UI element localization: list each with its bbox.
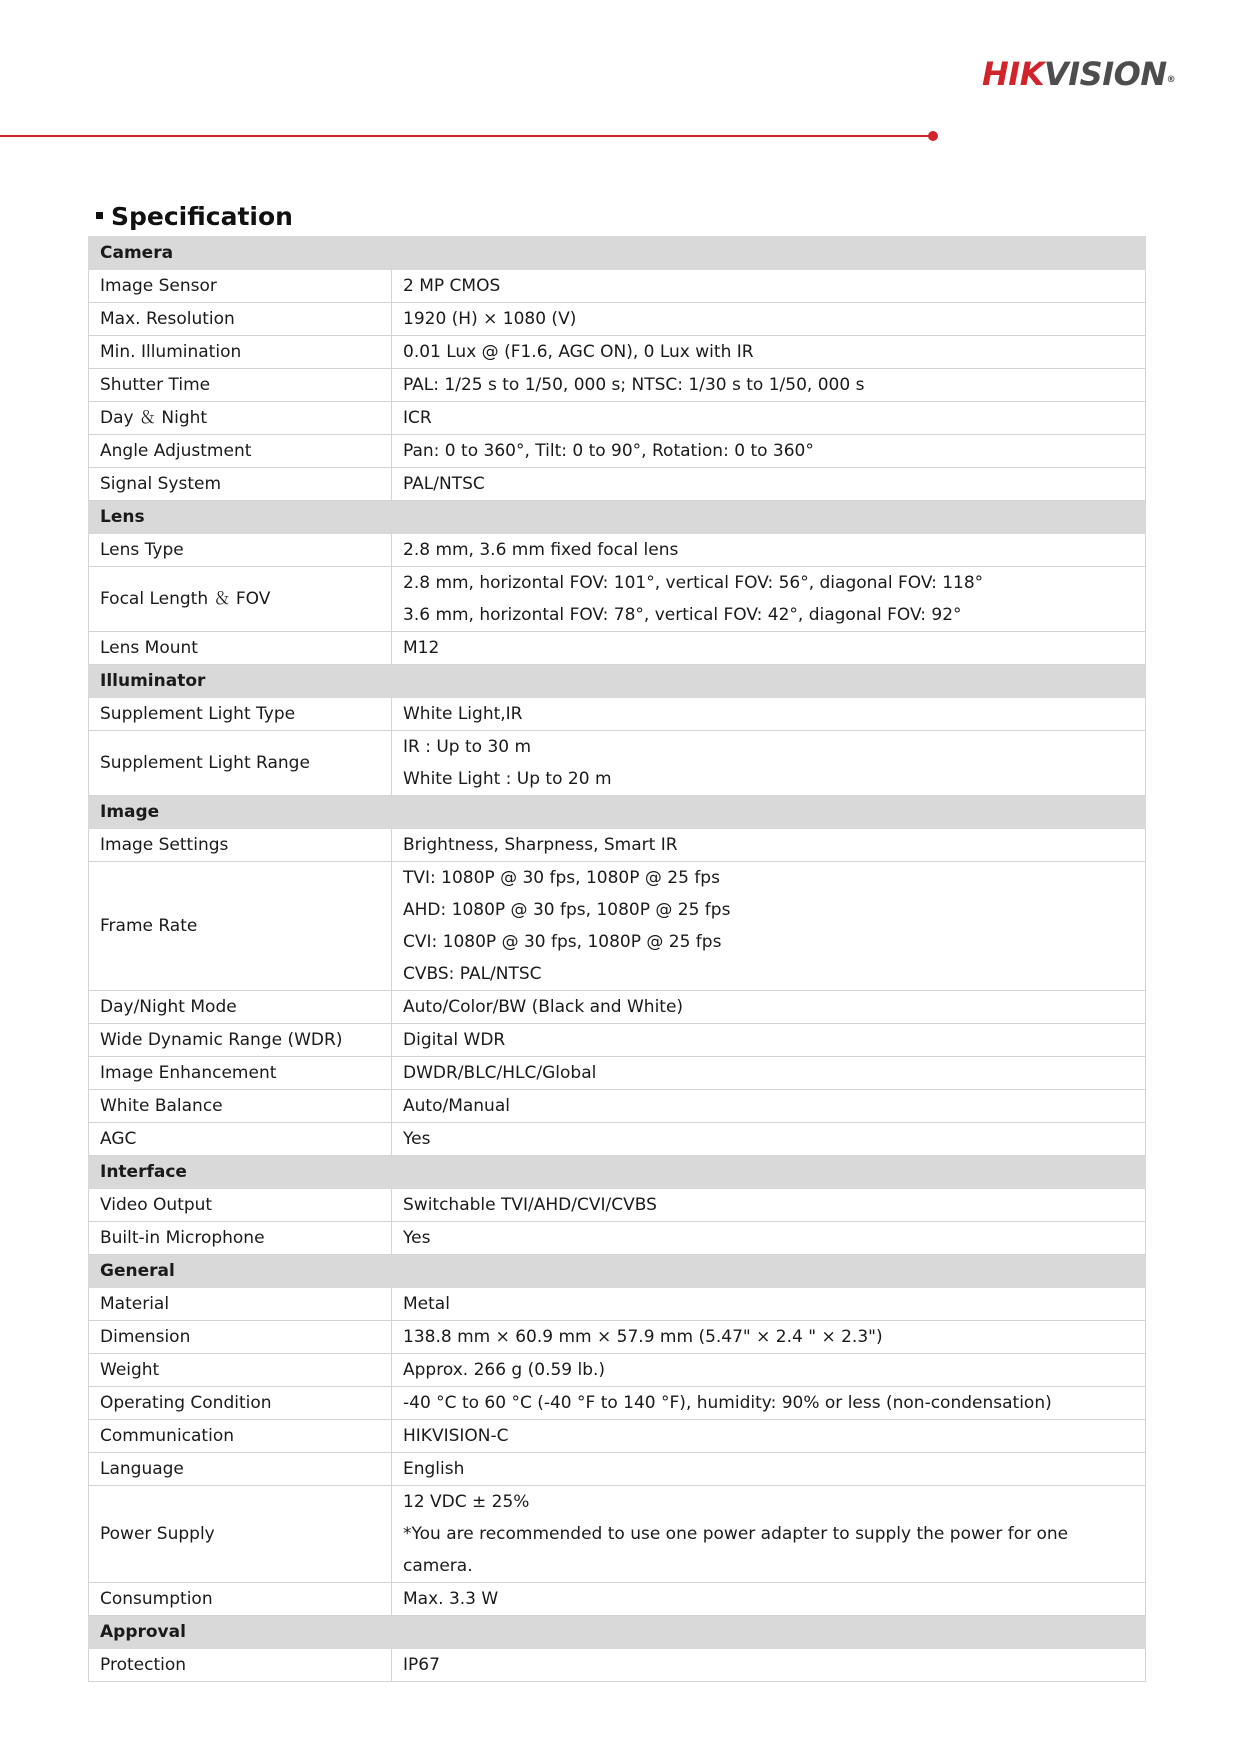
spec-row <box>89 435 1146 468</box>
spec-value-cell <box>392 1057 1146 1090</box>
spec-label: Dimension <box>89 1321 392 1354</box>
spec-value-cell <box>392 468 1146 501</box>
spec-value-cell <box>392 829 1146 862</box>
spec-value: 1920 (H) × 1080 (V) <box>403 309 577 329</box>
spec-label: Supplement Light Range <box>89 731 392 796</box>
spec-label: White Balance <box>89 1090 392 1123</box>
spec-value: Switchable TVI/AHD/CVI/CVBS <box>403 1195 657 1215</box>
title-bullet <box>96 212 103 219</box>
spec-row <box>89 1321 1146 1354</box>
spec-label: Image Settings <box>89 829 392 862</box>
page-title-text: Specification <box>111 202 293 231</box>
hikvision-logo <box>982 54 1175 94</box>
spec-label: Power Supply <box>89 1486 392 1583</box>
spec-value: HIKVISION-C <box>403 1426 509 1446</box>
spec-value: 0.01 Lux @ (F1.6, AGC ON), 0 Lux with IR <box>403 342 754 362</box>
spec-label: Image Enhancement <box>89 1057 392 1090</box>
spec-label: Day ＆ Night <box>89 402 392 435</box>
spec-value-cell <box>392 402 1146 435</box>
spec-row <box>89 1387 1146 1420</box>
spec-value: -40 °C to 60 °C (-40 °F to 140 °F), humidity: 90% or less (non-condensation) <box>403 1393 1052 1413</box>
section-title: Camera <box>89 237 1146 270</box>
spec-value: ICR <box>403 408 432 428</box>
spec-value-cell <box>392 698 1146 731</box>
spec-value-cell <box>392 862 1146 991</box>
spec-row <box>89 1486 1146 1583</box>
spec-row <box>89 567 1146 632</box>
section-header <box>89 237 1146 270</box>
section-header <box>89 796 1146 829</box>
section-title: Approval <box>89 1616 1146 1649</box>
spec-label: Supplement Light Type <box>89 698 392 731</box>
spec-value: English <box>403 1459 465 1479</box>
spec-value-cell <box>392 1123 1146 1156</box>
spec-row <box>89 829 1146 862</box>
spec-value: White Light,IR <box>403 704 523 724</box>
spec-value: Digital WDR <box>403 1030 506 1050</box>
spec-row <box>89 1024 1146 1057</box>
registered-mark: ® <box>1166 75 1176 85</box>
spec-value: TVI: 1080P @ 30 fps, 1080P @ 25 fps <box>403 868 720 888</box>
spec-row <box>89 1420 1146 1453</box>
spec-label: Language <box>89 1453 392 1486</box>
spec-label: Shutter Time <box>89 369 392 402</box>
spec-row <box>89 698 1146 731</box>
section-title: Interface <box>89 1156 1146 1189</box>
spec-label: Protection <box>89 1649 392 1682</box>
spec-value: PAL: 1/25 s to 1/50, 000 s; NTSC: 1/30 s to 1/50, 000 s <box>403 375 865 395</box>
spec-value: 2.8 mm, 3.6 mm fixed focal lens <box>403 540 679 560</box>
spec-value-cell <box>392 369 1146 402</box>
spec-row <box>89 1288 1146 1321</box>
spec-row <box>89 1090 1146 1123</box>
spec-value-cell <box>392 1649 1146 1682</box>
spec-value-cell <box>392 1354 1146 1387</box>
spec-value-cell <box>392 534 1146 567</box>
spec-row <box>89 1057 1146 1090</box>
spec-value: Auto/Manual <box>403 1096 510 1116</box>
spec-value-cell <box>392 1387 1146 1420</box>
spec-value-cell <box>392 1420 1146 1453</box>
spec-value-cell <box>392 1090 1146 1123</box>
spec-row <box>89 468 1146 501</box>
spec-value: CVI: 1080P @ 30 fps, 1080P @ 25 fps <box>403 932 722 952</box>
logo-part-hik: HIK <box>982 55 1044 93</box>
spec-value: Approx. 266 g (0.59 lb.) <box>403 1360 606 1380</box>
section-title: Image <box>89 796 1146 829</box>
spec-row <box>89 1583 1146 1616</box>
spec-value: PAL/NTSC <box>403 474 485 494</box>
spec-row <box>89 1354 1146 1387</box>
spec-value-cell <box>392 731 1146 796</box>
spec-row <box>89 1123 1146 1156</box>
spec-row <box>89 1222 1146 1255</box>
spec-value: 2 MP CMOS <box>403 276 501 296</box>
spec-value-cell <box>392 1189 1146 1222</box>
spec-value-cell <box>392 336 1146 369</box>
spec-label: Focal Length ＆ FOV <box>89 567 392 632</box>
spec-row <box>89 1189 1146 1222</box>
section-header <box>89 665 1146 698</box>
header-rule-dot <box>928 131 938 141</box>
spec-label: Wide Dynamic Range (WDR) <box>89 1024 392 1057</box>
spec-value: 3.6 mm, horizontal FOV: 78°, vertical FOV: 42°, diagonal FOV: 92° <box>403 605 962 625</box>
spec-label: Image Sensor <box>89 270 392 303</box>
spec-value-cell <box>392 1486 1146 1583</box>
spec-value-cell <box>392 303 1146 336</box>
spec-label: Angle Adjustment <box>89 435 392 468</box>
section-title: General <box>89 1255 1146 1288</box>
spec-label: Max. Resolution <box>89 303 392 336</box>
spec-value-cell <box>392 991 1146 1024</box>
spec-value-cell <box>392 1222 1146 1255</box>
spec-row <box>89 862 1146 991</box>
spec-value: Yes <box>403 1129 431 1149</box>
spec-label: Video Output <box>89 1189 392 1222</box>
spec-value-cell <box>392 1453 1146 1486</box>
spec-value: Yes <box>403 1228 431 1248</box>
spec-label: AGC <box>89 1123 392 1156</box>
spec-row <box>89 270 1146 303</box>
spec-label: Communication <box>89 1420 392 1453</box>
spec-label: Material <box>89 1288 392 1321</box>
section-title: Illuminator <box>89 665 1146 698</box>
spec-label: Consumption <box>89 1583 392 1616</box>
spec-table <box>88 236 1146 1682</box>
spec-value: 138.8 mm × 60.9 mm × 57.9 mm (5.47" × 2.4 " × 2.3") <box>403 1327 883 1347</box>
spec-value-cell <box>392 567 1146 632</box>
spec-label: Day/Night Mode <box>89 991 392 1024</box>
spec-value: 12 VDC ± 25% <box>403 1492 530 1512</box>
spec-value: CVBS: PAL/NTSC <box>403 964 542 984</box>
spec-row <box>89 336 1146 369</box>
spec-value-cell <box>392 1583 1146 1616</box>
spec-value: IR : Up to 30 m <box>403 737 532 757</box>
spec-value: AHD: 1080P @ 30 fps, 1080P @ 25 fps <box>403 900 731 920</box>
header-rule <box>0 135 930 137</box>
page-title <box>96 200 293 234</box>
spec-value-cell <box>392 1024 1146 1057</box>
spec-label: Signal System <box>89 468 392 501</box>
spec-value: White Light : Up to 20 m <box>403 769 612 789</box>
spec-value-cell <box>392 632 1146 665</box>
spec-value: Auto/Color/BW (Black and White) <box>403 997 684 1017</box>
spec-row <box>89 534 1146 567</box>
spec-row <box>89 991 1146 1024</box>
spec-value: Brightness, Sharpness, Smart IR <box>403 835 678 855</box>
spec-label: Frame Rate <box>89 862 392 991</box>
spec-value: IP67 <box>403 1655 440 1675</box>
section-header <box>89 1156 1146 1189</box>
spec-value-cell <box>392 1288 1146 1321</box>
spec-value: 2.8 mm, horizontal FOV: 101°, vertical FOV: 56°, diagonal FOV: 118° <box>403 573 984 593</box>
spec-value: Pan: 0 to 360°, Tilt: 0 to 90°, Rotation: 0 to 360° <box>403 441 814 461</box>
spec-value: DWDR/BLC/HLC/Global <box>403 1063 597 1083</box>
spec-row <box>89 402 1146 435</box>
section-title: Lens <box>89 501 1146 534</box>
spec-label: Built-in Microphone <box>89 1222 392 1255</box>
spec-label: Operating Condition <box>89 1387 392 1420</box>
spec-value-cell <box>392 270 1146 303</box>
section-header <box>89 501 1146 534</box>
section-header <box>89 1616 1146 1649</box>
section-header <box>89 1255 1146 1288</box>
spec-label: Weight <box>89 1354 392 1387</box>
spec-label: Lens Mount <box>89 632 392 665</box>
spec-row <box>89 731 1146 796</box>
spec-label: Lens Type <box>89 534 392 567</box>
spec-value-cell <box>392 1321 1146 1354</box>
spec-row <box>89 1649 1146 1682</box>
logo-part-vision: VISION <box>1043 55 1167 93</box>
spec-label: Min. Illumination <box>89 336 392 369</box>
spec-value: Max. 3.3 W <box>403 1589 499 1609</box>
spec-row <box>89 303 1146 336</box>
spec-row <box>89 369 1146 402</box>
spec-value: *You are recommended to use one power adapter to supply the power for one <box>403 1524 1069 1544</box>
spec-row <box>89 632 1146 665</box>
spec-value: Metal <box>403 1294 450 1314</box>
spec-value: M12 <box>403 638 440 658</box>
spec-row <box>89 1453 1146 1486</box>
spec-value: camera. <box>403 1556 473 1576</box>
spec-value-cell <box>392 435 1146 468</box>
